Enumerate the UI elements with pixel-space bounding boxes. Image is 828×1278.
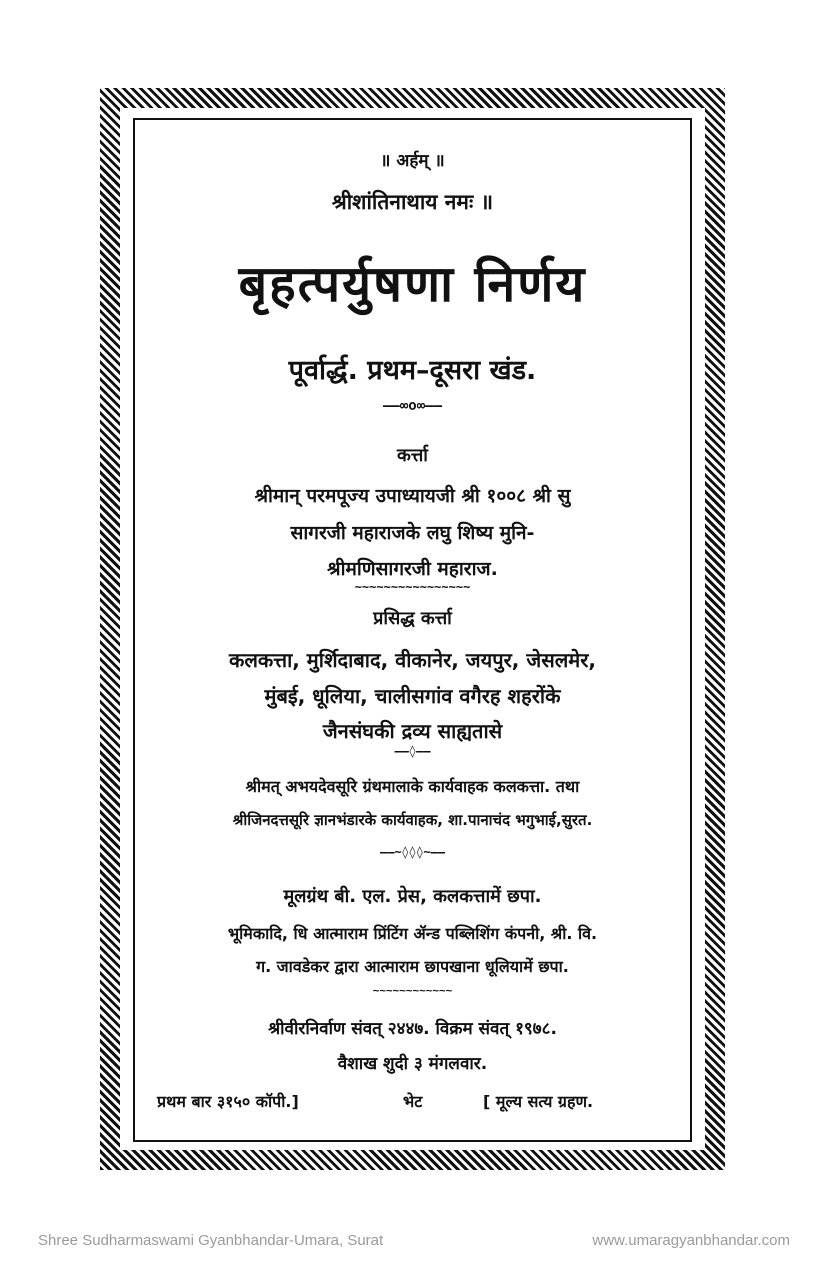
author-line-3: श्रीमणिसागरजी महाराज. <box>327 558 498 580</box>
book-subtitle: पूर्वार्द्ध. प्रथम–दूसरा खंड. <box>288 355 537 386</box>
author-line-2: सागरजी महाराजके लघु शिष्य मुनि- <box>290 522 535 544</box>
printing-line-3: ग. जावडेकर द्वारा आत्माराम छापखाना धूलियामें छपा. <box>256 957 569 976</box>
publisher-line-3: जैनसंघकी द्रव्य साह्यतासे <box>322 719 503 743</box>
separator-4: ——~◊◊◊~—— <box>379 845 446 859</box>
managers-line-2: श्रीजिनदत्तसूरि ज्ञानभंडारके कार्यवाहक, शा.पानाचंद भगुभाई,सुरत. <box>232 811 593 829</box>
shantinath-invocation: श्रीशांतिनाथाय नमः ॥ <box>331 190 494 214</box>
author-line-1: श्रीमान् परमपूज्य उपाध्यायजी श्री १००८ श्री सु <box>254 485 571 507</box>
publisher-line-2: मुंबई, धूलिया, चालीसगांव वगैरह शहरोंके <box>264 684 561 708</box>
printing-line-1: मूलग्रंथ बी. एल. प्रेस, कलकत्तामें छपा. <box>283 886 542 907</box>
separator-1-row <box>133 398 692 418</box>
separator-5-row <box>133 984 692 1004</box>
separator-3: ——◊—— <box>394 744 431 758</box>
printing-line-2: भूमिकादि, धि आत्माराम प्रिंटिंग ॲन्ड पब्लिशिंग कंपनी, श्री. वि. <box>227 924 598 943</box>
footer-url: www.umaragyanbhandar.com <box>592 1232 790 1249</box>
vaishakh-date: वैशाख शुदी ३ मंगलवार. <box>337 1054 488 1074</box>
edition-copies: प्रथम बार ३१५० कॉपी.] <box>157 1092 299 1111</box>
publisher-label: प्रसिद्ध कर्त्ता <box>373 608 452 629</box>
separator-2-row <box>133 580 692 600</box>
managers-line-1: श्रीमत् अभयदेवसूरि ग्रंथमालाके कार्यवाहक कलकत्ता. तथा <box>245 777 580 796</box>
separator-4-row <box>133 845 692 865</box>
separator-1: ——∞o∞—— <box>382 398 443 414</box>
book-title: बृहत्पर्युषणा निर्णय <box>238 255 587 313</box>
edition-gift: भेट <box>403 1092 423 1111</box>
samvat-date: श्रीवीरनिर्वाण संवत् २४४७. विक्रम संवत् १९७८. <box>268 1019 557 1039</box>
separator-2: ~~~~~~~~~~~~~~~~ <box>354 580 471 594</box>
author-label: कर्त्ता <box>397 445 428 466</box>
footer-source: Shree Sudharmaswami Gyanbhandar-Umara, Surat <box>38 1232 384 1249</box>
separator-5: ~~~~~~~~~~~~ <box>372 984 453 997</box>
separator-3-row <box>133 744 692 764</box>
edition-price: [ मूल्य सत्य ग्रहण. <box>483 1092 594 1111</box>
arham-invocation: ॥ अर्हम् ॥ <box>380 151 445 171</box>
publisher-line-1: कलकत्ता, मुर्शिदाबाद, वीकानेर, जयपुर, जेसलमेर, <box>228 648 597 672</box>
